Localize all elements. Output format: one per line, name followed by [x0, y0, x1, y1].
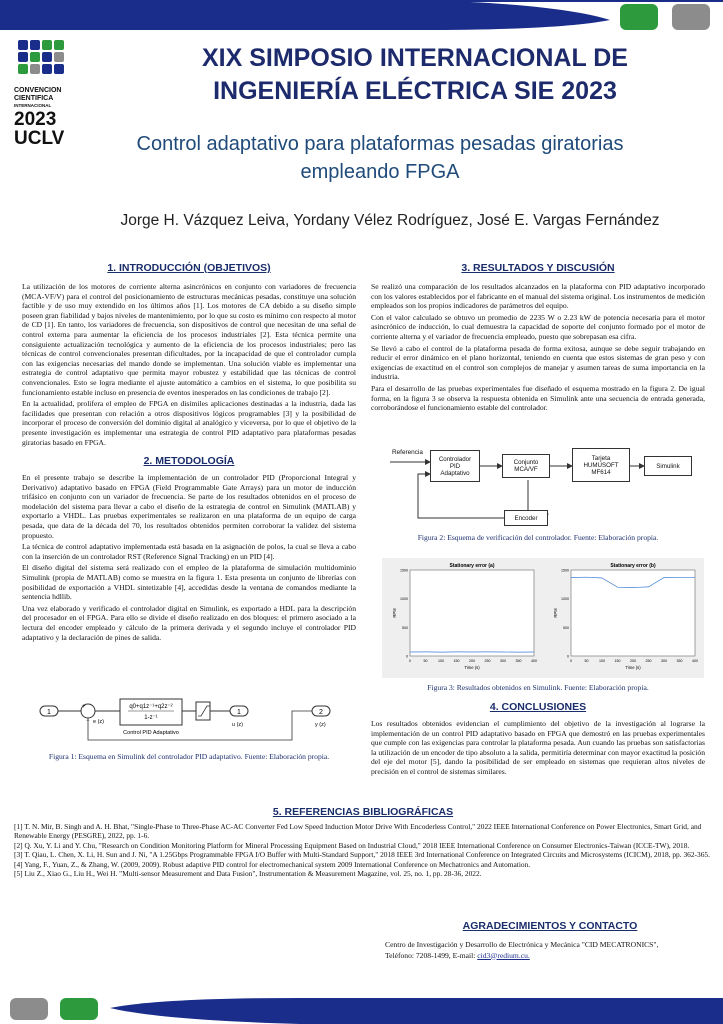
intro-heading: 1. INTRODUCCIÓN (OBJETIVOS)	[107, 262, 271, 274]
chart-title: Stationary error (b)	[610, 563, 656, 569]
y-tick-label: 0	[406, 654, 408, 659]
navy-swoosh	[110, 998, 723, 1024]
x-tick-label: 300	[500, 659, 506, 663]
tf-denominator: 1-z⁻¹	[144, 715, 158, 721]
x-tick-label: 350	[515, 659, 522, 663]
reference-item: [5] Liu Z., Xiao G., Liu H., Wei H. "Multi-sensor Measurement and Data Fusion", Instrumentation & Measurement Magazine, vol. 25, no. 1, pp. 28-36, 2022.	[14, 869, 482, 879]
intro-paragraph-2: En la actualidad, prolifera el empleo de FPGA en disímiles aplicaciones destinadas a la industria, dada las facilidades que presentan con relación a otros dispositivos lógicos programables [3] y la posibilidad de incorporar el proceso de conversión del dominio digital al analógico y viceversa, por lo que el objetivo de la presente investigación es implementar una estrategia de control PID adaptativo para plataformas pesadas giratorias basado en FPGA.	[22, 399, 356, 447]
conference-logo	[14, 40, 74, 150]
header-decoration	[0, 0, 723, 34]
logo-squares-icon	[18, 40, 68, 86]
x-tick-label: 400	[692, 659, 698, 663]
y-tick-label: 0	[567, 654, 569, 659]
poster-subtitle: Control adaptativo para plataformas pesadas giratorias empleando FPGA	[136, 133, 624, 183]
sum-plus: +	[82, 704, 86, 710]
method-paragraph-4: Una vez elaborado y verificado el controlador digital en Simulink, es exportado a HDL para la descripción del procesador en el FPGA. Para ello se divide el diseño realizado en dos bloques: el primero asociado a la lectura del encoder empleado y cálculo de la primera derivada y el segundo incluye el controlador PID adaptativo y la declaración de pines de salida.	[22, 603, 356, 642]
chart-title: Stationary error (a)	[449, 563, 495, 569]
results-paragraph-2: Con el valor calculado se obtuvo un promedio de 2235 W o 2.23 kW de potencia necesaria para el motor asincrónico de inducción, lo cual demuestra la capacidad de soporte del conjunto formado por el motor de corriente alterna y el variador de frecuencia empleado, puesto que sobrepasan esa cifra.	[371, 312, 705, 341]
email-link[interactable]: cid3@redium.cu.	[477, 950, 530, 960]
saturation-block	[196, 702, 210, 720]
x-tick-label: 150	[453, 659, 460, 663]
reference-item: [1] T. N. Mir, B. Singh and A. H. Bhat, "Single-Phase to Three-Phase AC-AC Converter Fed Low Speed Induction Motor Drive With Encoderless Control," 2022 IEEE International Conference on Power Electronics, Smart Grid, and Renewable Energy (PESGRE), 2022, pp. 1-6.	[14, 822, 702, 841]
right-column-results	[371, 262, 705, 415]
references-section	[14, 806, 712, 878]
ack-heading: AGRADECIMIENTOS Y CONTACTO	[462, 920, 638, 932]
chart-stationary-error-a	[382, 558, 543, 678]
reference-item: [3] T. Qiau, L. Chen, X. Li, H. Sun and J. Ni, "A 1.25Gbps Programmable FPGA I/O Buffer with Multi-Standard Support," 2018 IEEE 3rd International Conference on Integrated Circuits and Microsystems (ICICM), 2018, pp. 362-365.	[14, 850, 710, 860]
pid-block-label: Control PID Adaptativo	[123, 730, 179, 736]
logo-org: UCLV	[14, 127, 65, 149]
logo-line3: INTERNACIONAL	[14, 103, 52, 108]
acknowledgements-section	[385, 920, 715, 961]
x-tick-label: 50	[584, 659, 589, 663]
motor-vf-block: Conjunto MCA/VF	[502, 454, 550, 478]
transfer-function-block	[120, 699, 182, 725]
chart-stationary-error-b	[543, 558, 704, 678]
figure-3-caption: Figura 3: Resultados obtenidos en Simulink. Fuente: Elaboración propia.	[427, 683, 649, 692]
x-tick-label: 0	[570, 659, 572, 663]
navy-swoosh	[0, 0, 610, 30]
reference-item: [4] Yang, F., Yuan, Z., & Zhang, W. (2009, 2009). Robust adaptive PID control for electromechanical system 2009 International Conference on Mechatronics and Automation.	[14, 859, 531, 869]
results-paragraph-1: Se realizó una comparación de los resultados alcanzados en la plataforma con PID adaptativo incorporado con los valores establecidos por el fabricante en el manual del sistema original. Los instrumentos de medición empleados son los propios indicadores de parámetros del equipo.	[371, 282, 705, 311]
conclusions-section	[371, 701, 705, 779]
method-paragraph-1: En el presente trabajo se describe la implementación de un controlador PID (Proporcional Integral y Derivativo) adaptativo basado en FPGA (Field Programmable Gate Arrays) para un motor de inducción trifásico en conjunto con un variador de frecuencia. Se parte de los resultados obtenidos en el proceso de modelación del sistema para llevar a cabo el diseño de la estrategia de control en Simulink (MATLAB) y exportarlo a VHDL. Las pruebas experimentales se realizaron en una plataforma de un equipo de carga pesada, que data de la década del 70, los resultados obtenidos permiten corroborar la validez del sistema propuesto.	[22, 473, 356, 540]
error-label: e (z)	[93, 719, 104, 725]
sum-minus: −	[86, 718, 90, 724]
method-heading: 2. METODOLOGÍA	[143, 455, 235, 468]
outport-2-label: y (z)	[315, 722, 326, 728]
y-tick-label: 1000	[400, 597, 408, 602]
results-paragraph-4: Para el desarrollo de las pruebas experimentales fue diseñado el esquema mostrado en la figura 2. De igual forma, en la figura 3 se observa la respuesta obtenida en Simulink ante una secuencia de entrada generada, corroborándose el funcionamiento estable del controlador.	[371, 383, 705, 413]
page-title: XIX SIMPOSIO INTERNACIONAL DE INGENIERÍA ELÉCTRICA SIE 2023	[202, 44, 628, 105]
x-tick-label: 250	[645, 659, 652, 663]
gray-tile	[10, 998, 48, 1020]
tf-numerator: q0+q1z⁻¹+q2z⁻²	[129, 704, 173, 710]
inport-1-label: 1	[47, 709, 51, 716]
x-axis-label: Time (s)	[464, 665, 480, 670]
simulink-block: Simulink	[644, 456, 692, 476]
y-tick-label: 500	[402, 625, 408, 630]
y-tick-label: 1500	[400, 568, 408, 573]
conclusions-heading: 4. CONCLUSIONES	[489, 701, 587, 713]
figure-2-caption: Figura 2: Esquema de verificación del controlador. Fuente: Elaboración propia.	[417, 533, 659, 542]
reference-label: Referencia	[392, 449, 423, 456]
intro-paragraph-1: La utilización de los motores de corriente alterna asincrónicos en conjunto con variadores de frecuencia (MCA-VF/V) para el control del posicionamiento de estructuras mecánicas pesadas, constituye una solución factible y de uso muy extendido en los últimos años [1]. Los motores de CA debido a su diseño simple poseen gran fiabilidad y bajos niveles de mantenimiento, por lo que su costo es mínimo con respecto al motor de CD [1]. En tanto, los variadores de frecuencia, son dispositivos de control que necesitan de una señal de control externa para aumentar la eficiencia de los procesos industriales [2]. Esta técnica permite una consiguiente actualización tecnológica y aumento de la eficiencia de los procesos industriales; pero las técnicas de control convencionales presentan dificultades, por la incapacidad de que el controlador cumpla con las exigencias necesarias del mando donde se implementan. Una solución viable es implementar una estrategia de control adaptativo que permita mayor robustez y estabilidad que las técnicas de control convencionales. Esto se logra mediante el ajuste automático a cambios en el sistema, lo que posibilita su funcionamiento estable incluso en presencia de eventos inesperados en las condiciones de trabajo [2].	[22, 282, 356, 397]
logo-line1: CONVENCION	[14, 87, 62, 94]
conclusions-paragraph: Los resultados obtenidos evidencian el cumplimiento del objetivo de la investigación al lograrse la implementación de un control PID adaptativo basado en FPGA que demostró en las pruebas experimentales que cumple con las exigencias para controlar la plataforma pesada. Aun cuando las pruebas son satisfactorias la utilización de un encoder de tipo absoluto a la salida, permitiría determinar con mayor exactitud la posición del eje del motor [5], dando la posibilidad de ser empleado en sistemas que requieran altos niveles de precisión en el control de sistemas similares.	[371, 719, 706, 776]
x-tick-label: 200	[469, 659, 475, 663]
y-axis-label: RPM	[553, 608, 558, 618]
results-heading: 3. RESULTADOS Y DISCUSIÓN	[461, 262, 615, 274]
x-tick-label: 350	[676, 659, 683, 663]
logo-year: 2023	[14, 108, 57, 130]
x-tick-label: 50	[423, 659, 428, 663]
footer-decoration	[0, 994, 723, 1024]
outport-2-number: 2	[319, 709, 323, 716]
method-paragraph-2: La técnica de control adaptativo implementada está basada en la asignación de polos, la cual se lleva a cabo con la inserción de un controlador RST (Reference Signal Tracking) en un PID [4].	[22, 542, 356, 561]
ack-line-2: Teléfono: 7208-1499, E-mail: cid3@redium.cu.	[385, 950, 530, 960]
x-tick-label: 250	[484, 659, 491, 663]
method-paragraph-3: El diseño digital del sistema será realizado con el empleo de la plataforma de simulación multidominio Simulink (propia de MATLAB) como se muestra en la figura 1. Esta presenta un conjunto de librerías con posibilidad de exportación a VHDL sintetizable [4], accedidas desde la ventana de comandos mediante la sentencia hdllib.	[22, 563, 356, 602]
outport-1-number: 1	[237, 709, 241, 716]
y-tick-label: 1000	[561, 597, 569, 602]
logo-line2: CIENTIFICA	[14, 94, 54, 102]
x-tick-label: 200	[630, 659, 636, 663]
results-paragraph-3: Se llevó a cabo el control de la plataforma pesada de forma exitosa, aunque se debe seguir trabajando en reducir el error dinámico en el plano horizontal, teniendo en cuenta que estos sistemas de gran peso y con exigencias de exactitud en el control son complejos de manejar y asumen tareas de suma importancia en la industria.	[371, 343, 705, 382]
left-column	[22, 262, 356, 644]
y-axis-label: RPM	[392, 608, 397, 618]
references-heading: 5. REFERENCIAS BIBLIOGRÁFICAS	[272, 806, 454, 818]
pid-controller-block: Controlador PID Adaptativo	[430, 450, 480, 482]
humusoft-card-block: Tarjeta HUMUSOFT MF614	[572, 448, 630, 482]
y-tick-label: 1500	[561, 568, 569, 573]
figure-2-diagram	[388, 444, 708, 530]
plot-area	[410, 570, 534, 656]
reference-item: [2] Q. Xu, Y. Li and Y. Chu, "Research on Condition Monitoring Platform for Mineral Processing Equipment Based on Industrial Cloud," 2018 IEEE International Conference on Consumer Electronics-Taiwan (ICCE-TW), 2018.	[14, 840, 690, 850]
x-tick-label: 150	[614, 659, 621, 663]
authors: Jorge H. Vázquez Leiva, Yordany Vélez Rodríguez, José E. Vargas Fernández	[120, 212, 660, 229]
x-tick-label: 100	[438, 659, 444, 663]
green-tile	[620, 4, 658, 30]
encoder-block: Encoder	[504, 510, 548, 526]
x-axis-label: Time (s)	[625, 665, 641, 670]
x-tick-label: 100	[599, 659, 605, 663]
green-tile	[60, 998, 98, 1020]
x-tick-label: 300	[661, 659, 667, 663]
figure-3-charts	[382, 558, 704, 678]
figure-1-caption: Figura 1: Esquema en Simulink del controlador PID adaptativo. Fuente: Elaboración propia.	[48, 752, 330, 761]
x-tick-label: 400	[531, 659, 537, 663]
plot-area	[571, 570, 695, 656]
figure-1-simulink	[30, 696, 350, 746]
ack-line-1: Centro de Investigación y Desarrollo de Electrónica y Mecánica "CID MECATRONICS",	[385, 940, 659, 949]
x-tick-label: 0	[409, 659, 411, 663]
outport-1-label: u (z)	[232, 722, 243, 728]
gray-tile	[672, 4, 710, 30]
y-tick-label: 500	[563, 625, 569, 630]
